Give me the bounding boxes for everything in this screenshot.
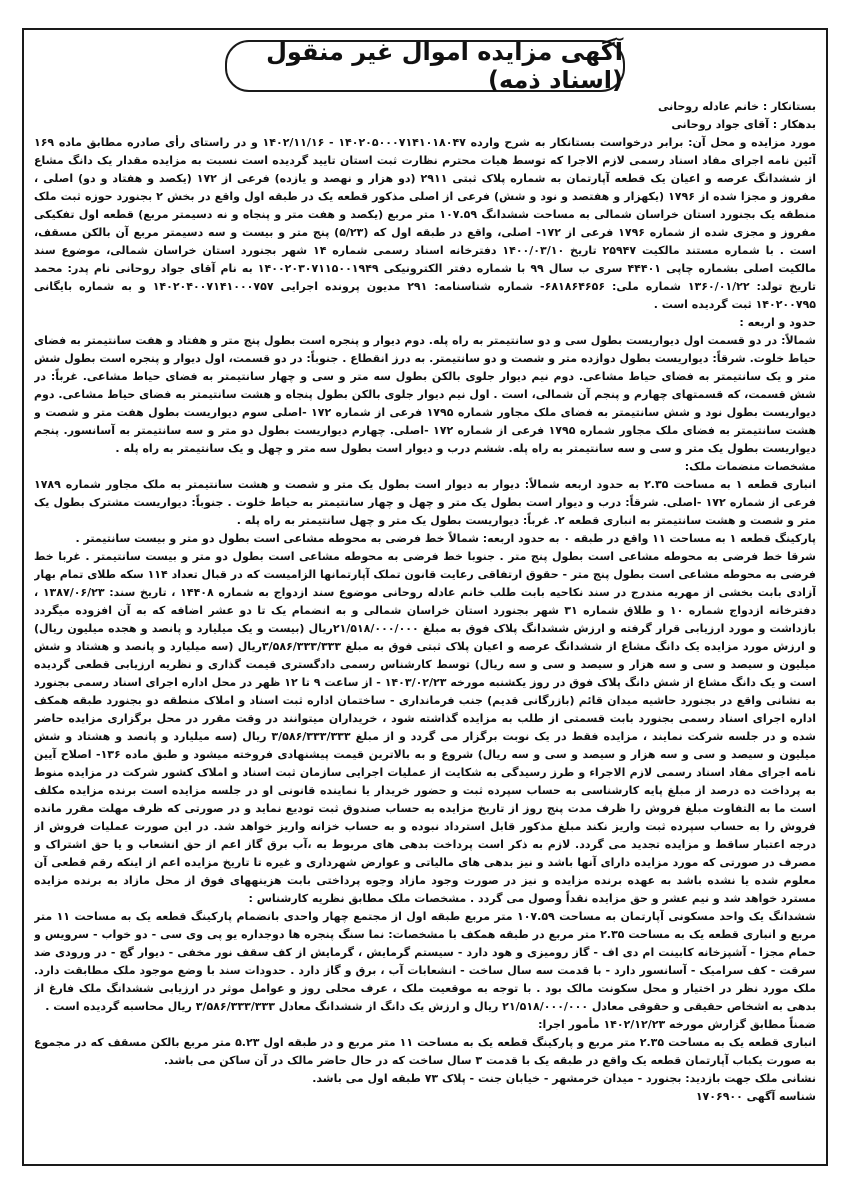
ad-id: شناسه آگهی ۱۷۰۶۹۰۰ (695, 1090, 816, 1103)
report-heading: ضمناً مطابق گزارش مورخه ۱۴۰۲/۱۲/۲۳ مأمور اجرا: (538, 1018, 816, 1031)
parking-paragraph: پارکینگ قطعه ۱ به مساحت ۱۱ واقع در طبقه ۰ به حدود اربعه: شمالاً خط فرضی به محوطه مشاعی است بطول دو متر و بیست سانتیمتر . (75, 532, 816, 545)
storage-paragraph: انباری قطعه ۱ به مساحت ۲.۳۵ به حدود اربعه شمالاً: دیوار به دیوار است بطول یک متر و شصت و هشت سانتیمتر به ملک مجاور شماره ۱۷۸۹ فرعی از شماره ۱۷۲ -اصلی. شرقاً: درب و دیوار است بطول یک متر و چهل و چهار سانتیمتر به حیاط خلوت . جنوباً: دیواریست مشترک بطول یک متر و شصت و هشت سانتیمتر به انباری قطعه ۲. غرباً: دیواریست بطول یک متر و چهل سانتیمتر به راه پله . (34, 478, 816, 527)
bounds-heading: حدود و اربعه : (739, 316, 816, 329)
notice-body (34, 98, 816, 1158)
notice-title: آگهی مزایده اموال غیر منقول (اسناد ذمه) (266, 38, 623, 94)
debtor-line: بدهکار : آقای جواد روحانی (671, 118, 816, 131)
visit-address: نشانی ملک جهت بازدید: بجنورد - میدان خرمشهر - خیابان جنت - پلاک ۷۳ طبقه اول می باشد. (312, 1072, 816, 1085)
intro-paragraph: مورد مزایده و محل آن: برابر درخواست بستانکار به شرح وارده ۱۴۰۲۰۵۰۰۰۷۱۴۱۰۱۸۰۴۷ - ۱۴۰۲/۱۱/۱۶ و در راستای رأی صادره مطابق ماده ۱۶۹ آئین نامه اجرای مفاد اسناد رسمی لازم الاجرا که توسط هیات محترم نظارت ثبت استان تایید گردیده است نسبت به مزایده مقدار یک دانگ مشاع از ششدانگ عرصه و اعیان یک قطعه آپارتمان به شماره پلاک ثبتی ۲۹۱۱ (دو هزار و نهصد و یازده) فرعی از ۱۷۲ (یکصد و هفتاد و دو) اصلی ، مفروز و مجزا شده از ۱۷۹۶ (یکهزار و هفتصد و نود و شش) فرعی از اصلی مذکور قطعه یک در طبقه اول واقع در بخش ۲ بجنورد حوزه ثبت ملک منطقه یک بجنورد استان خراسان شمالی به مساحت ششدانگ ۱۰۷.۵۹ متر مربع (یکصد و هفت متر و پنجاه و نه دسیمتر مربع) قطعه اول تفکیکی مفروز و مجزی شده از شماره ۱۷۹۶ فرعی از ۱۷۲- اصلی، واقع در طبقه اول که (۵/۲۳) پنج متر و بیست و سه دسیمتر مربع آن بالکن مسقف، است . با شماره مستند مالکیت ۲۵۹۴۷ تاریخ ۱۴۰۰/۰۳/۱۰ دفترخانه اسناد رسمی شماره ۱۴ شهر بجنورد استان خراسان شمالی، موضوع سند مالکیت اصلی بشماره چاپی ۴۴۴۰۱ سری ب سال ۹۹ با شماره دفتر الکترونیکی ۱۴۰۰۲۰۳۰۷۱۱۵۰۰۱۹۴۹ به نام آقای جواد روحانی نام پدر: محمد تاریخ تولد: ۱۳۶۰/۰۱/۲۲ شماره ملی: ۶۸۱۸۶۴۶۵۶- شماره شناسنامه: ۲۹۱ مدیون پرونده اجرایی ۱۴۰۲۰۴۰۰۷۱۴۱۰۰۰۷۵۷ و به شماره بایگانی ۱۴۰۲۰۰۷۹۵ ثبت گردیده است . (34, 136, 816, 311)
title-banner (225, 40, 625, 92)
specs-heading: مشخصات منضمات ملک: (684, 460, 816, 473)
auction-terms-paragraph: شرقا خط فرضی به محوطه مشاعی است بطول پنج متر . جنوبا خط فرضی به محوطه مشاعی است بطول دو متر و بیست سانتیمتر . غربا خط فرضی به محوطه مشاعی است بطول پنج متر - حقوق ارتفاقی رعایت قانون تملک آپارتمانها الزامیست که در قبال تعداد ۱۱۴ سکه طلای تمام بهار آزادی بابت بخشی از مهریه مندرج در سند نکاحیه بابت طلب خانم عادله روحانی موضوع سند ازدواج به شماره ۱۴۴۰۸ ، تاریخ سند: ۱۳۸۷/۰۶/۲۳ ، دفترخانه ازدواج شماره ۱۰ و طلاق شماره ۳۱ شهر بجنورد استان خراسان شمالی و به انضمام یک تا دو عشر اضافه که به آن افزوده میگردد بازداشت و مورد ارزیابی قرار گرفته و ارزش ششدانگ پلاک فوق به مبلغ ۲۱/۵۱۸/۰۰۰/۰۰۰ریال (بیست و یک میلیارد و پانصد و هجده میلیون ریال) و ارزش مورد مزایده یک دانگ مشاع از ششدانگ عرصه و اعیان پلاک ثبتی فوق به مبلغ ۳/۵۸۶/۳۳۳/۳۳۳ریال (سه میلیارد و پانصد و هشتاد و شش میلیون و سیصد و سی و سه هزار و سیصد و سی و سه ریال) توسط کارشناس رسمی دادگستری قیمت گذاری و نظریه ارزیابی قطعی گردیده است و یک دانگ مشاع از شش دانگ پلاک فوق در روز یکشنبه مورخه ۱۴۰۳/۰۲/۲۳ - از ساعت ۹ تا ۱۲ ظهر در محل اداره اجرای اسناد رسمی بجنورد به نشانی واقع در بجنورد حاشیه میدان قائم (بازرگانی قدیم) جنب فرمانداری - ساختمان اداره ثبت اسناد و املاک منطقه دو بجنورد طبقه همکف اداره اجرای اسناد رسمی بجنورد بابت قسمتی از طلب به مزایده گذاشته شود ، خریداران میتوانند در وقت مقرر در محل برگزاری مزایده حاضر شده و در جلسه شرکت نمایند ، مزایده فقط در یک نوبت برگزار می گردد و از مبلغ ۳/۵۸۶/۳۳۳/۳۳۳ ریال (سه میلیارد و پانصد و هشتاد و شش میلیون و سیصد و سی و سه هزار و سیصد و سی و سه ریال) شروع و به بالاترین قیمت پیشنهادی فروخته میشود و طبق ماده ۱۳۶- اصلاح آیین نامه اجرای مفاد اسناد رسمی لازم الاجراء و طرز رسیدگی به شکایت از عملیات اجرایی سازمان ثبت اسناد و املاک کشور شرکت در مزایده منوط به پرداخت ده درصد از مبلغ پایه کارشناسی به حساب سپرده ثبت و حضور خریدار یا نماینده قانونی او در جلسه مزایده است برنده مزایده مکلف است ما به التفاوت مبلغ فروش را ظرف مدت پنج روز از تاریخ مزایده به حساب صندوق ثبت تودیع نماید و در صورتی که ظرف مهلت مقرر مانده فروش را به حساب سپرده ثبت واریز نکند مبلغ مذکور قابل استرداد نبوده و به حساب خزانه واریز خواهد شد. در این صورت عملیات فروش از درجه اعتبار ساقط و مزایده تجدید می گردد. لازم به ذکر است پرداخت بدهی های مربوط به ،آب برق گاز اعم از حق انشعاب و یا حق اشتراک و مصرف در صورتی که مورد مزایده دارای آنها باشد و نیز بدهی های مالیاتی و عوارض شهرداری و غیره تا تاریخ مزایده اعم از اینکه رقم قطعی آن معلوم شده یا نشده باشد به عهده برنده مزایده و نیز در صورت وجود مازاد وجوه پرداختی بابت هزینههای فوق از محل مازاد به برنده مزایده مسترد خواهد شد و نیم عشر و حق مزایده نقداً وصول می گردد . مشخصات ملک مطابق نظریه کارشناس : (34, 550, 816, 905)
expert-paragraph: ششدانگ یک واحد مسکونی آپارتمان به مساحت ۱۰۷.۵۹ متر مربع طبقه اول از مجتمع چهار واحدی بانضمام پارکینگ قطعه یک به مساحت ۱۱ متر مربع و انباری قطعه یک به مساحت ۲.۳۵ متر مربع در طبقه همکف با مشخصات: نما سنگ پنجره ها دوجداره یو پی وی سی - دو خواب - سرویس و حمام مجزا - آشپزخانه کابینت ام دی اف - گاز رومیزی و هود دارد - سیستم گرمایش ، گرمایش از کف سقف نور مخفی - دیوار گچ - در ورودی ضد سرقت - کف سرامیک - آسانسور دارد - با قدمت سه سال ساخت - انشعابات آب ، برق و گاز دارد . حدودات سند با وضع موجود ملک مطابقت دارد. ملک مورد نظر در اختیار و محل سکونت مالک بود . با توجه به موقعیت ملک ، عرف محلی روز و عوامل موثر در ارزیابی ششدانگ ملک فارغ از بدهی به اشخاص حقیقی و حقوقی معادل ۲۱/۵۱۸/۰۰۰/۰۰۰ ریال و ارزش یک دانگ از ششدانگ معادل ۳/۵۸۶/۳۳۳/۳۳۳ ریال محاسبه گردیده است . (34, 910, 816, 1013)
notice-frame (22, 28, 828, 1166)
creditor-line: بستانکار : خانم عادله روحانی (657, 100, 816, 113)
bounds-paragraph: شمالاً: در دو قسمت اول دیواریست بطول سی و دو سانتیمتر به راه پله. دوم دیوار و پنجره است بطول پنج متر و هفتاد و هفت سانتیمتر به فضای حیاط خلوت. شرقاً: دیواریست بطول دوازده متر و شصت و دو سانتیمتر. به درز انقطاع . جنوباً: در دو قسمت، اول دیوار و پنجره است بطول شش متر و یک سانتیمتر به فضای حیاط مشاعی. دوم نیم دیوار جلوی بالکن بطول سه متر و سی و چهار سانتیمتر به فضای حیاط مشاعی. غرباً: در شش قسمت، که قسمتهای چهارم و پنجم آن شمالی، است . اول نیم دیوار جلوی بالکن بطول پنجاه و هشت سانتیمتر به فضای حیاط مشاعی. دوم دیواریست بطول نود و شش سانتیمتر به فضای ملک مجاور شماره ۱۷۹۵ فرعی از شماره ۱۷۲ -اصلی سوم دیواریست بطول هفت متر و شصت و هشت سانتیمتر به فضای ملک مجاور شماره ۱۷۹۵ فرعی از شماره ۱۷۲ -اصلی. چهارم دیواریست بطول دو متر و سه سانتیمتر به آسانسور. پنجم دیواریست بطول یک متر و سی و سه سانتیمتر به راه پله. ششم درب و دیوار است بطول سه متر و چهل و یک سانتیمتر به راه پله . (34, 334, 816, 455)
report-paragraph: انباری قطعه یک به مساحت ۲.۳۵ متر مربع و پارکینگ قطعه یک به مساحت ۱۱ متر مربع و در طبقه اول ۵.۲۳ متر مربع بالکن مسقف که در مجموع به صورت یکباب آپارتمان قطعه یک واقع در طبقه یک با قدمت ۳ سال ساخت که در حال حاضر مالک در آن ساکن می باشد. (34, 1036, 816, 1067)
